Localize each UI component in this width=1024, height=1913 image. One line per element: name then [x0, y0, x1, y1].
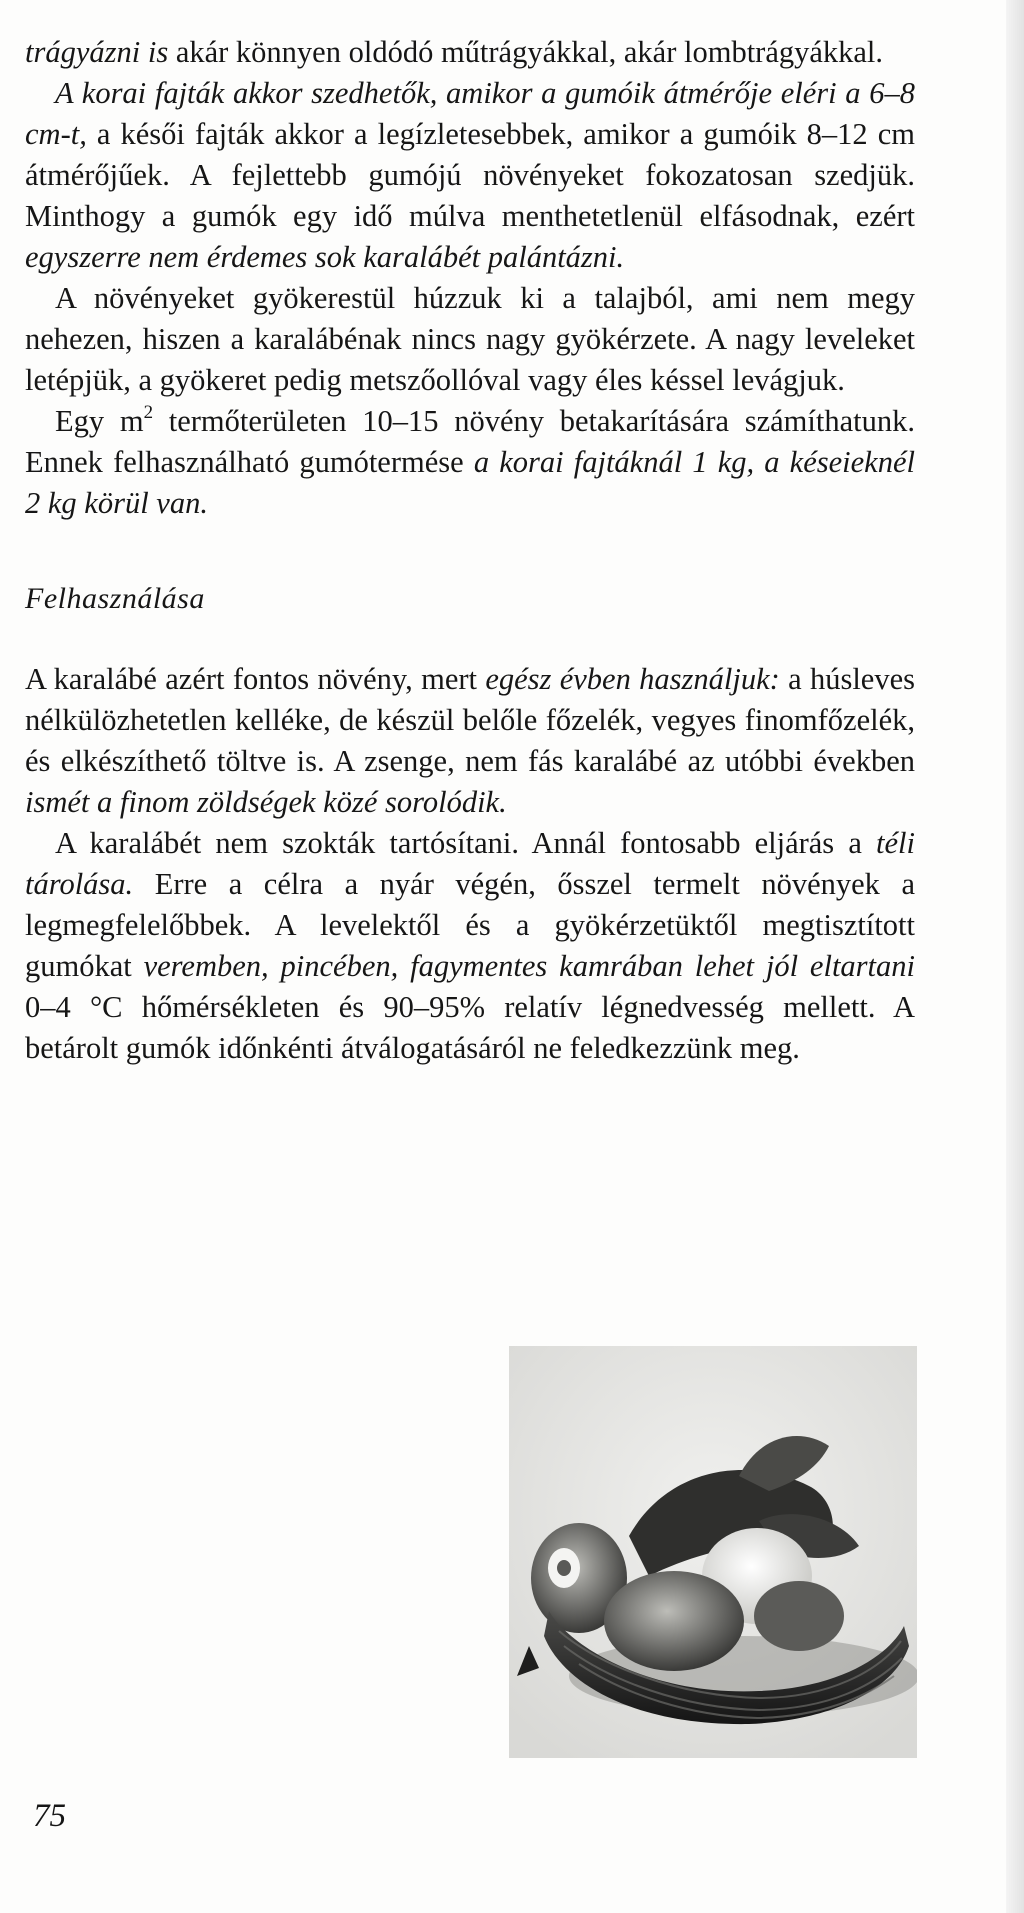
paragraph-group-harvest [25, 32, 915, 524]
paragraph [25, 32, 915, 73]
text-run: Erre a célra a nyár végén, ősszel termelt növények a legmegfelelőbbek. A levelektől és a gyökérzetüktől megtisztított gumókat [25, 867, 915, 983]
emphasized-text: a korai fajtáknál 1 kg, a késeieknél 2 kg körül van. [25, 445, 915, 520]
text-run: a késői fajták akkor a legízletesebbek, amikor a gumóik 8–12 cm átmérőjűek. A fejlettebb gumójú növényeket fokozatosan szedjük. Minthogy a gumók egy idő múlva menthetetlenül elfásodnak, ezért [25, 117, 915, 233]
emphasized-text: téli tárolása. [25, 826, 915, 901]
page-edge-shadow [1006, 0, 1024, 1913]
text-run: 0–4 °C hőmérsékleten és 90–95% relatív légnedvesség mellett. A betárolt gumók időnkénti átválogatásáról ne feledkezzünk meg. [25, 990, 915, 1065]
text-run: 2 [143, 401, 154, 423]
emphasized-text: egyszerre nem érdemes sok karalábét palántázni. [25, 240, 625, 274]
emphasized-text: trágyázni is [25, 35, 169, 69]
paragraph [25, 73, 915, 278]
emphasized-text: ismét a finom zöldségek közé sorolódik. [25, 785, 507, 819]
text-run: Egy m [55, 404, 144, 438]
paragraph [25, 659, 915, 823]
emphasized-text: veremben, pincében, fagymentes kamrában lehet jól eltartani [143, 949, 915, 983]
emphasized-text: egész évben használjuk: [485, 662, 780, 696]
page-number: 75 [33, 1798, 66, 1834]
text-run: A karalábé azért fontos növény, mert [25, 662, 486, 696]
body-text [25, 32, 915, 1069]
text-run: A karalábét nem szokták tartósítani. Annál fontosabb eljárás a [55, 826, 877, 860]
paragraph [25, 823, 915, 1069]
section-heading: Felhasználása [25, 582, 205, 615]
text-run: A növényeket gyökerestül húzzuk ki a talajból, ami nem megy nehezen, hiszen a karalábénak nincs nagy gyökérzete. A nagy leveleket letépjük, a gyökeret pedig metszőollóval vagy éles késsel levágjuk. [25, 281, 915, 397]
text-run: a húsleves nélkülözhetetlen kelléke, de készül belőle főzelék, vegyes finomfőzelék, és elkészíthető töltve is. A zsenge, nem fás karalábé az utóbbi években [25, 662, 915, 778]
kohlrabi-basket-photo [509, 1346, 917, 1758]
paragraph [25, 278, 915, 401]
text-run: termőterületen 10–15 növény betakarítására számíthatunk. Ennek felhasználható gumótermése [25, 404, 915, 479]
emphasized-text: A korai fajták akkor szedhetők, amikor a gumóik átmérője eléri a 6–8 cm-t, [25, 76, 915, 151]
paragraph-group-usage [25, 659, 915, 1069]
text-run: akár könnyen oldódó műtrágyákkal, akár lombtrágyákkal. [168, 35, 884, 69]
paragraph [25, 401, 915, 524]
